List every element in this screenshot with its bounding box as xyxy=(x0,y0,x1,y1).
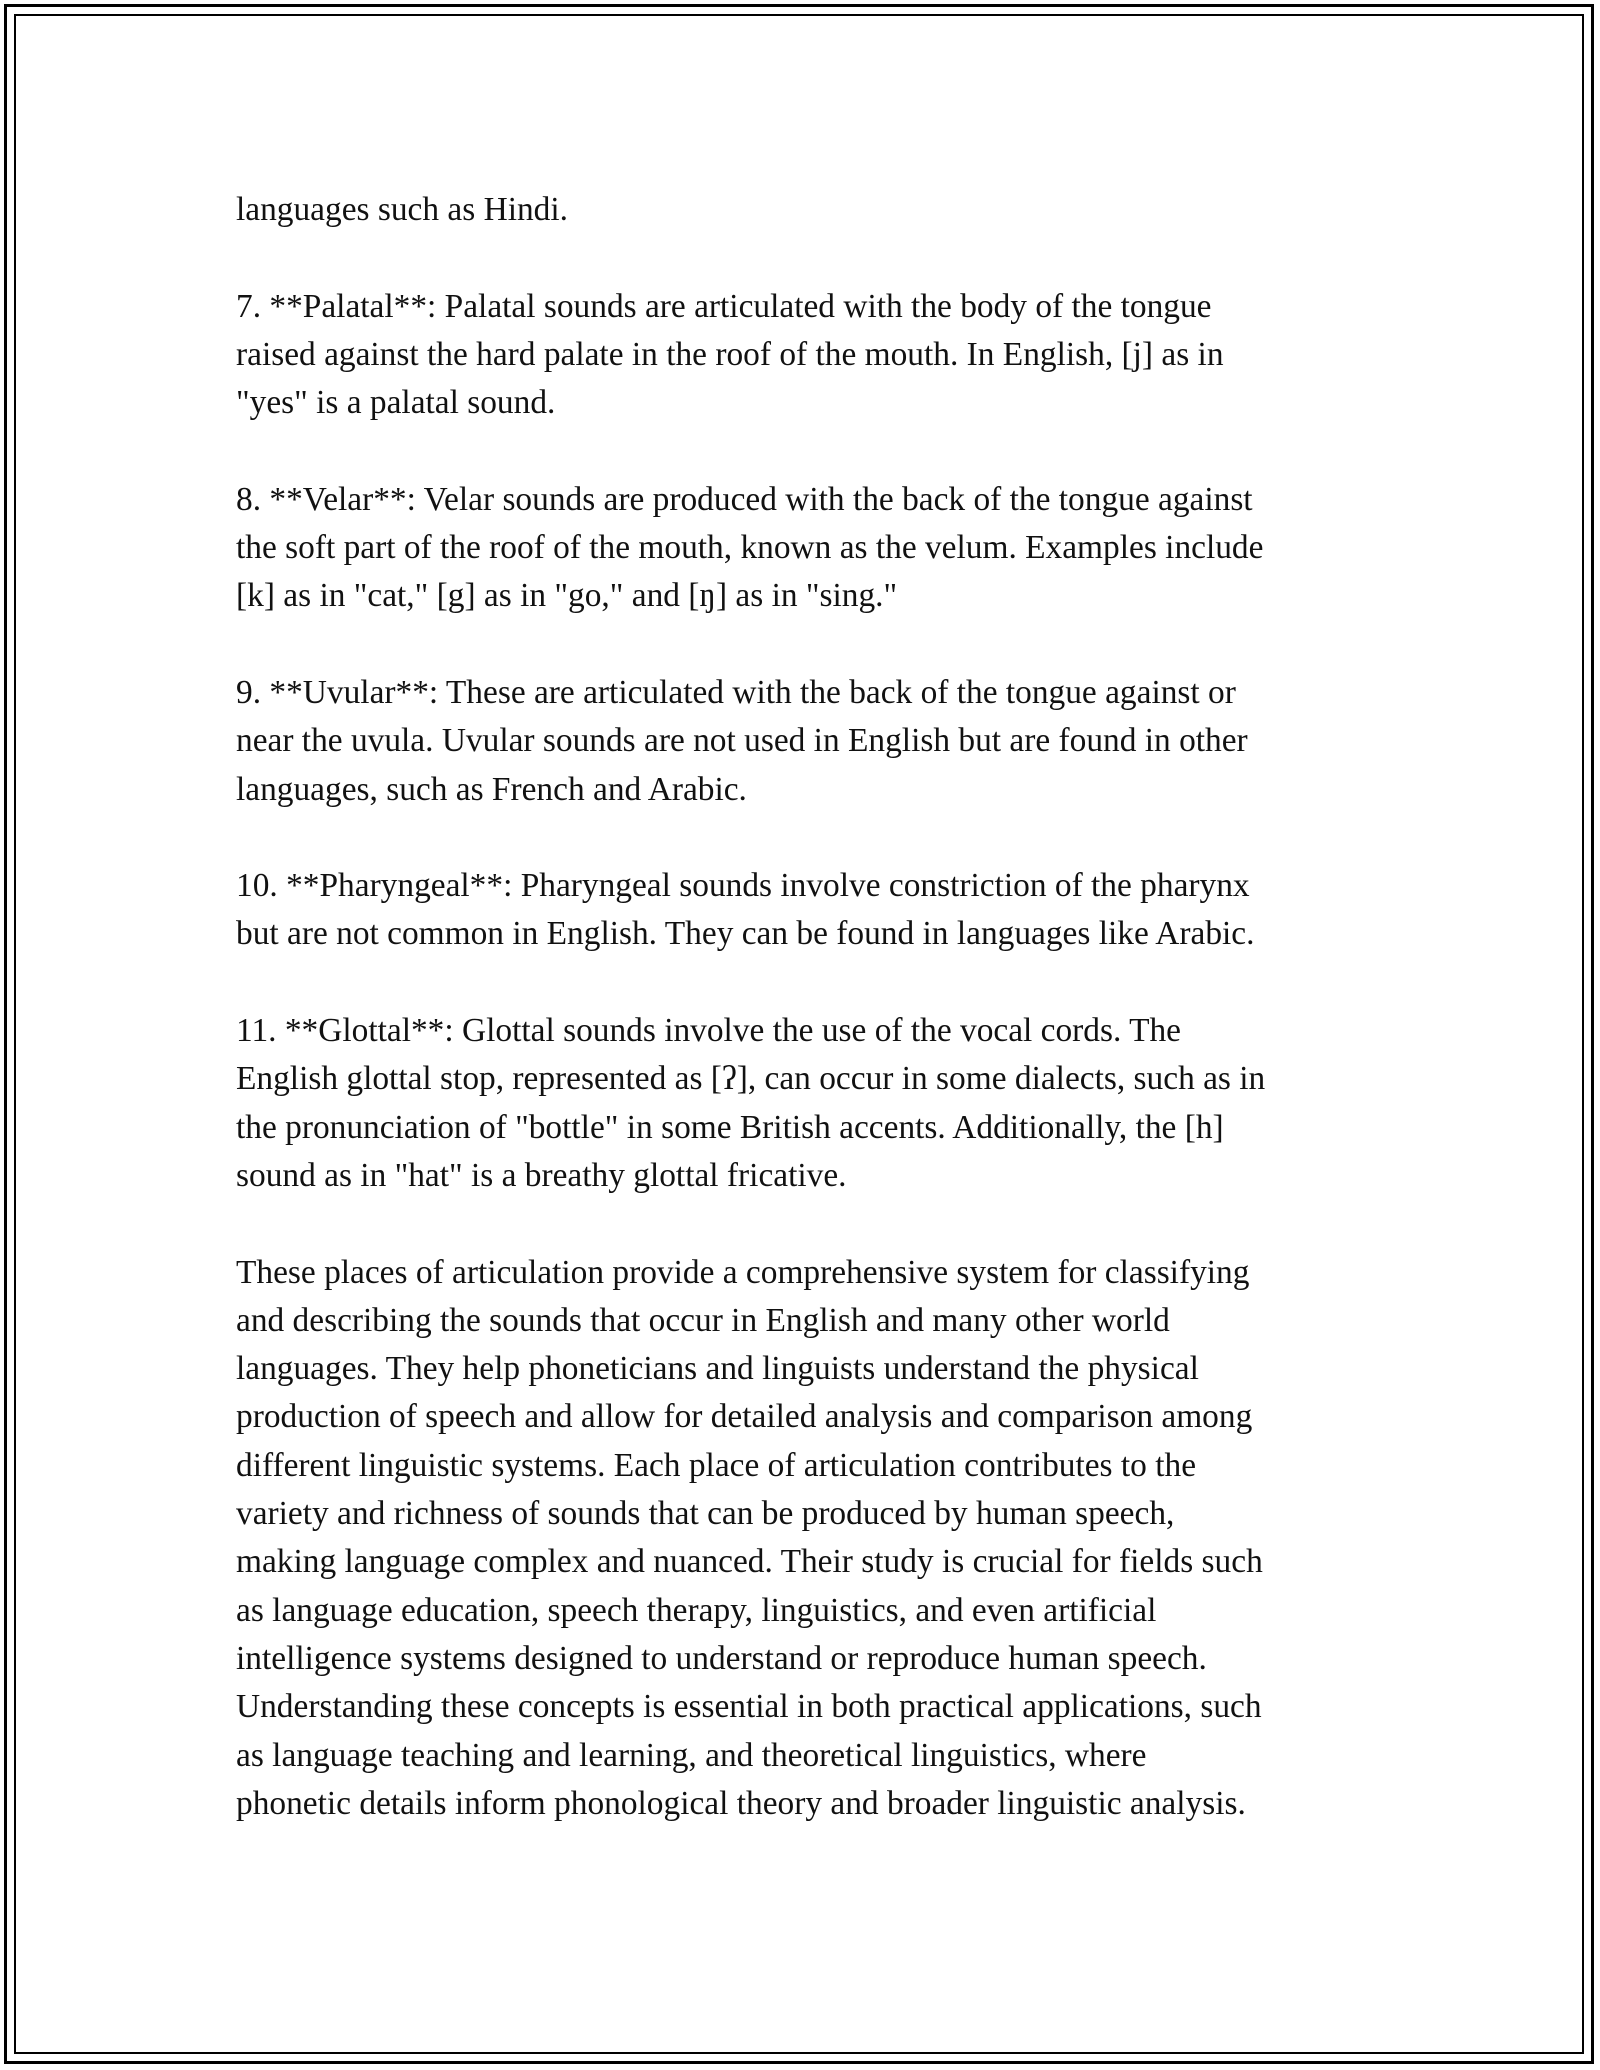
text-line: English glottal stop, represented as [ʔ], can occur in some dialects, such as in xyxy=(236,1060,1266,1098)
text-line: sound as in "hat" is a breathy glottal fricative. xyxy=(236,1156,847,1194)
text-line: "yes" is a palatal sound. xyxy=(236,384,556,422)
text-line: making language complex and nuanced. Their study is crucial for fields such xyxy=(236,1543,1263,1581)
text-line: variety and richness of sounds that can be produced by human speech, xyxy=(236,1495,1175,1533)
text-line: production of speech and allow for detailed analysis and comparison among xyxy=(236,1398,1253,1436)
paragraph-summary xyxy=(236,1249,1386,1829)
text-line: languages such as Hindi. xyxy=(236,191,568,228)
text-line: intelligence systems designed to understand or reproduce human speech. xyxy=(236,1639,1207,1677)
text-line: 11. **Glottal**: Glottal sounds involve the use of the vocal cords. The xyxy=(236,1012,1181,1050)
text-line: the soft part of the roof of the mouth, known as the velum. Examples include xyxy=(236,529,1264,567)
text-line: and describing the sounds that occur in English and many other world xyxy=(236,1301,1170,1339)
text-line: raised against the hard palate in the roof of the mouth. In English, [j] as in xyxy=(236,335,1224,373)
text-line: 7. **Palatal**: Palatal sounds are articulated with the body of the tongue xyxy=(236,287,1212,325)
text-line: languages, such as French and Arabic. xyxy=(236,770,747,808)
paragraph-uvular xyxy=(236,669,1386,814)
text-line: 10. **Pharyngeal**: Pharyngeal sounds involve constriction of the pharynx xyxy=(236,867,1250,905)
text-line: different linguistic systems. Each place of articulation contributes to the xyxy=(236,1446,1197,1484)
text-line: but are not common in English. They can be found in languages like Arabic. xyxy=(236,915,1255,953)
paragraph-velar xyxy=(236,476,1386,621)
text-line: near the uvula. Uvular sounds are not used in English but are found in other xyxy=(236,722,1248,760)
paragraph-glottal xyxy=(236,1007,1386,1200)
text-line: [k] as in "cat," [g] as in "go," and [ŋ] as in "sing." xyxy=(236,577,898,615)
text-line: 9. **Uvular**: These are articulated with the back of the tongue against or xyxy=(236,673,1236,711)
document-body xyxy=(236,186,1386,1876)
text-line: as language teaching and learning, and theoretical linguistics, where xyxy=(236,1736,1147,1774)
paragraph-continuation xyxy=(236,186,1386,234)
text-line: 8. **Velar**: Velar sounds are produced with the back of the tongue against xyxy=(236,480,1253,518)
text-line: Understanding these concepts is essential in both practical applications, such xyxy=(236,1688,1262,1726)
paragraph-palatal xyxy=(236,283,1386,428)
paragraph-pharyngeal xyxy=(236,862,1386,959)
text-line: languages. They help phoneticians and linguists understand the physical xyxy=(236,1350,1199,1388)
text-line: These places of articulation provide a comprehensive system for classifying xyxy=(236,1253,1250,1291)
text-line: the pronunciation of "bottle" in some British accents. Additionally, the [h] xyxy=(236,1108,1224,1146)
text-line: as language education, speech therapy, linguistics, and even artificial xyxy=(236,1591,1157,1629)
text-line: phonetic details inform phonological theory and broader linguistic analysis. xyxy=(236,1784,1246,1822)
